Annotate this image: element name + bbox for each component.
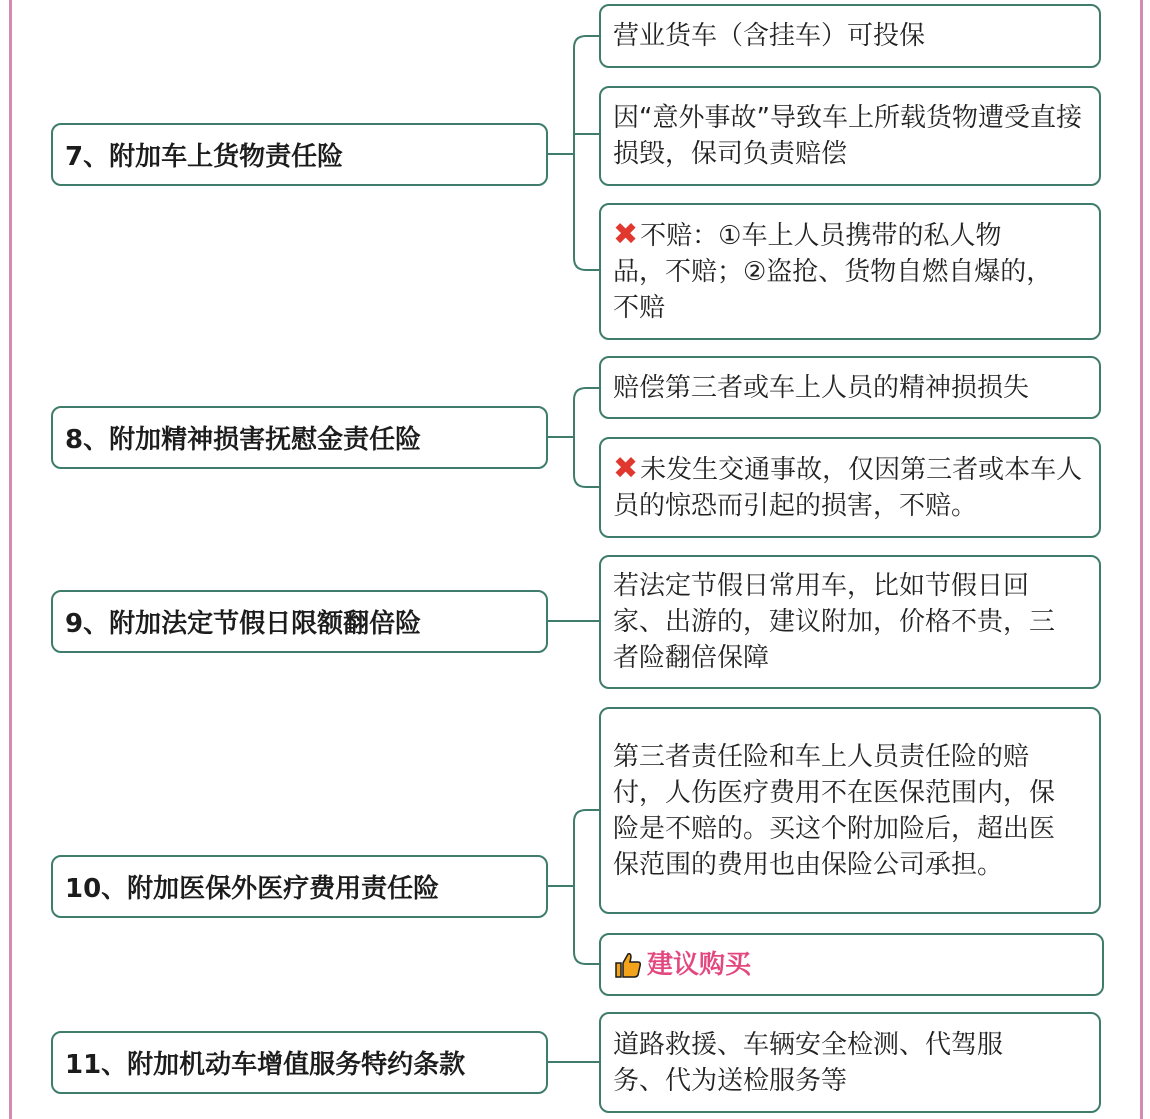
item-text: 第三者责任险和车上人员责任险的赔付，人伤医疗费用不在医保范围内，保险是不赔的。买这个附加险后，超出医保范围的费用也由保险公司承担。: [613, 741, 1056, 880]
category-8-label: 8、附加精神损害抚慰金责任险: [65, 425, 422, 455]
item-text: 因“意外事故”导致车上所载货物遭受直接损毁，保司负责赔偿: [613, 103, 1082, 169]
cross-icon: ✖: [613, 451, 639, 486]
category-10: [51, 855, 548, 918]
category-9: [51, 590, 548, 653]
item-text: 未发生交通事故，仅因第三者或本车人员的惊恐而引起的损害，不赔。: [613, 455, 1083, 521]
cross-icon: ✖: [613, 217, 639, 252]
category-9-label: 9、附加法定节假日限额翻倍险: [65, 609, 422, 639]
category-8-item-2: [599, 437, 1101, 538]
category-11-item-1: [599, 1012, 1101, 1113]
thumbs-up-icon: [613, 950, 643, 980]
category-10-item-2: [599, 933, 1104, 996]
item-text: 不赔：①车上人员携带的私人物品，不赔；②盗抢、货物自燃自爆的，不赔: [613, 221, 1053, 323]
category-9-item-1: [599, 555, 1101, 689]
category-7-item-2: [599, 86, 1101, 186]
category-7-item-1: [599, 4, 1101, 68]
category-10-item-1: [599, 707, 1101, 914]
item-text: 道路救援、车辆安全检测、代驾服务、代为送检服务等: [613, 1029, 1004, 1096]
category-7-item-3: [599, 203, 1101, 340]
category-7-label: 7、附加车上货物责任险: [65, 142, 344, 172]
item-text: 若法定节假日常用车，比如节假日回家、出游的，建议附加，价格不贵，三者险翻倍保障: [613, 571, 1056, 673]
category-11: [51, 1031, 548, 1094]
recommend-label: 建议购买: [647, 949, 752, 980]
category-10-label: 10、附加医保外医疗费用责任险: [65, 874, 440, 904]
category-11-label: 11、附加机动车增值服务特约条款: [65, 1050, 466, 1080]
category-8-item-1: [599, 356, 1101, 419]
item-text: 营业货车（含挂车）可投保: [613, 21, 926, 51]
category-7: [51, 123, 548, 186]
item-text: 赔偿第三者或车上人员的精神损损失: [613, 372, 1030, 403]
category-8: [51, 406, 548, 469]
